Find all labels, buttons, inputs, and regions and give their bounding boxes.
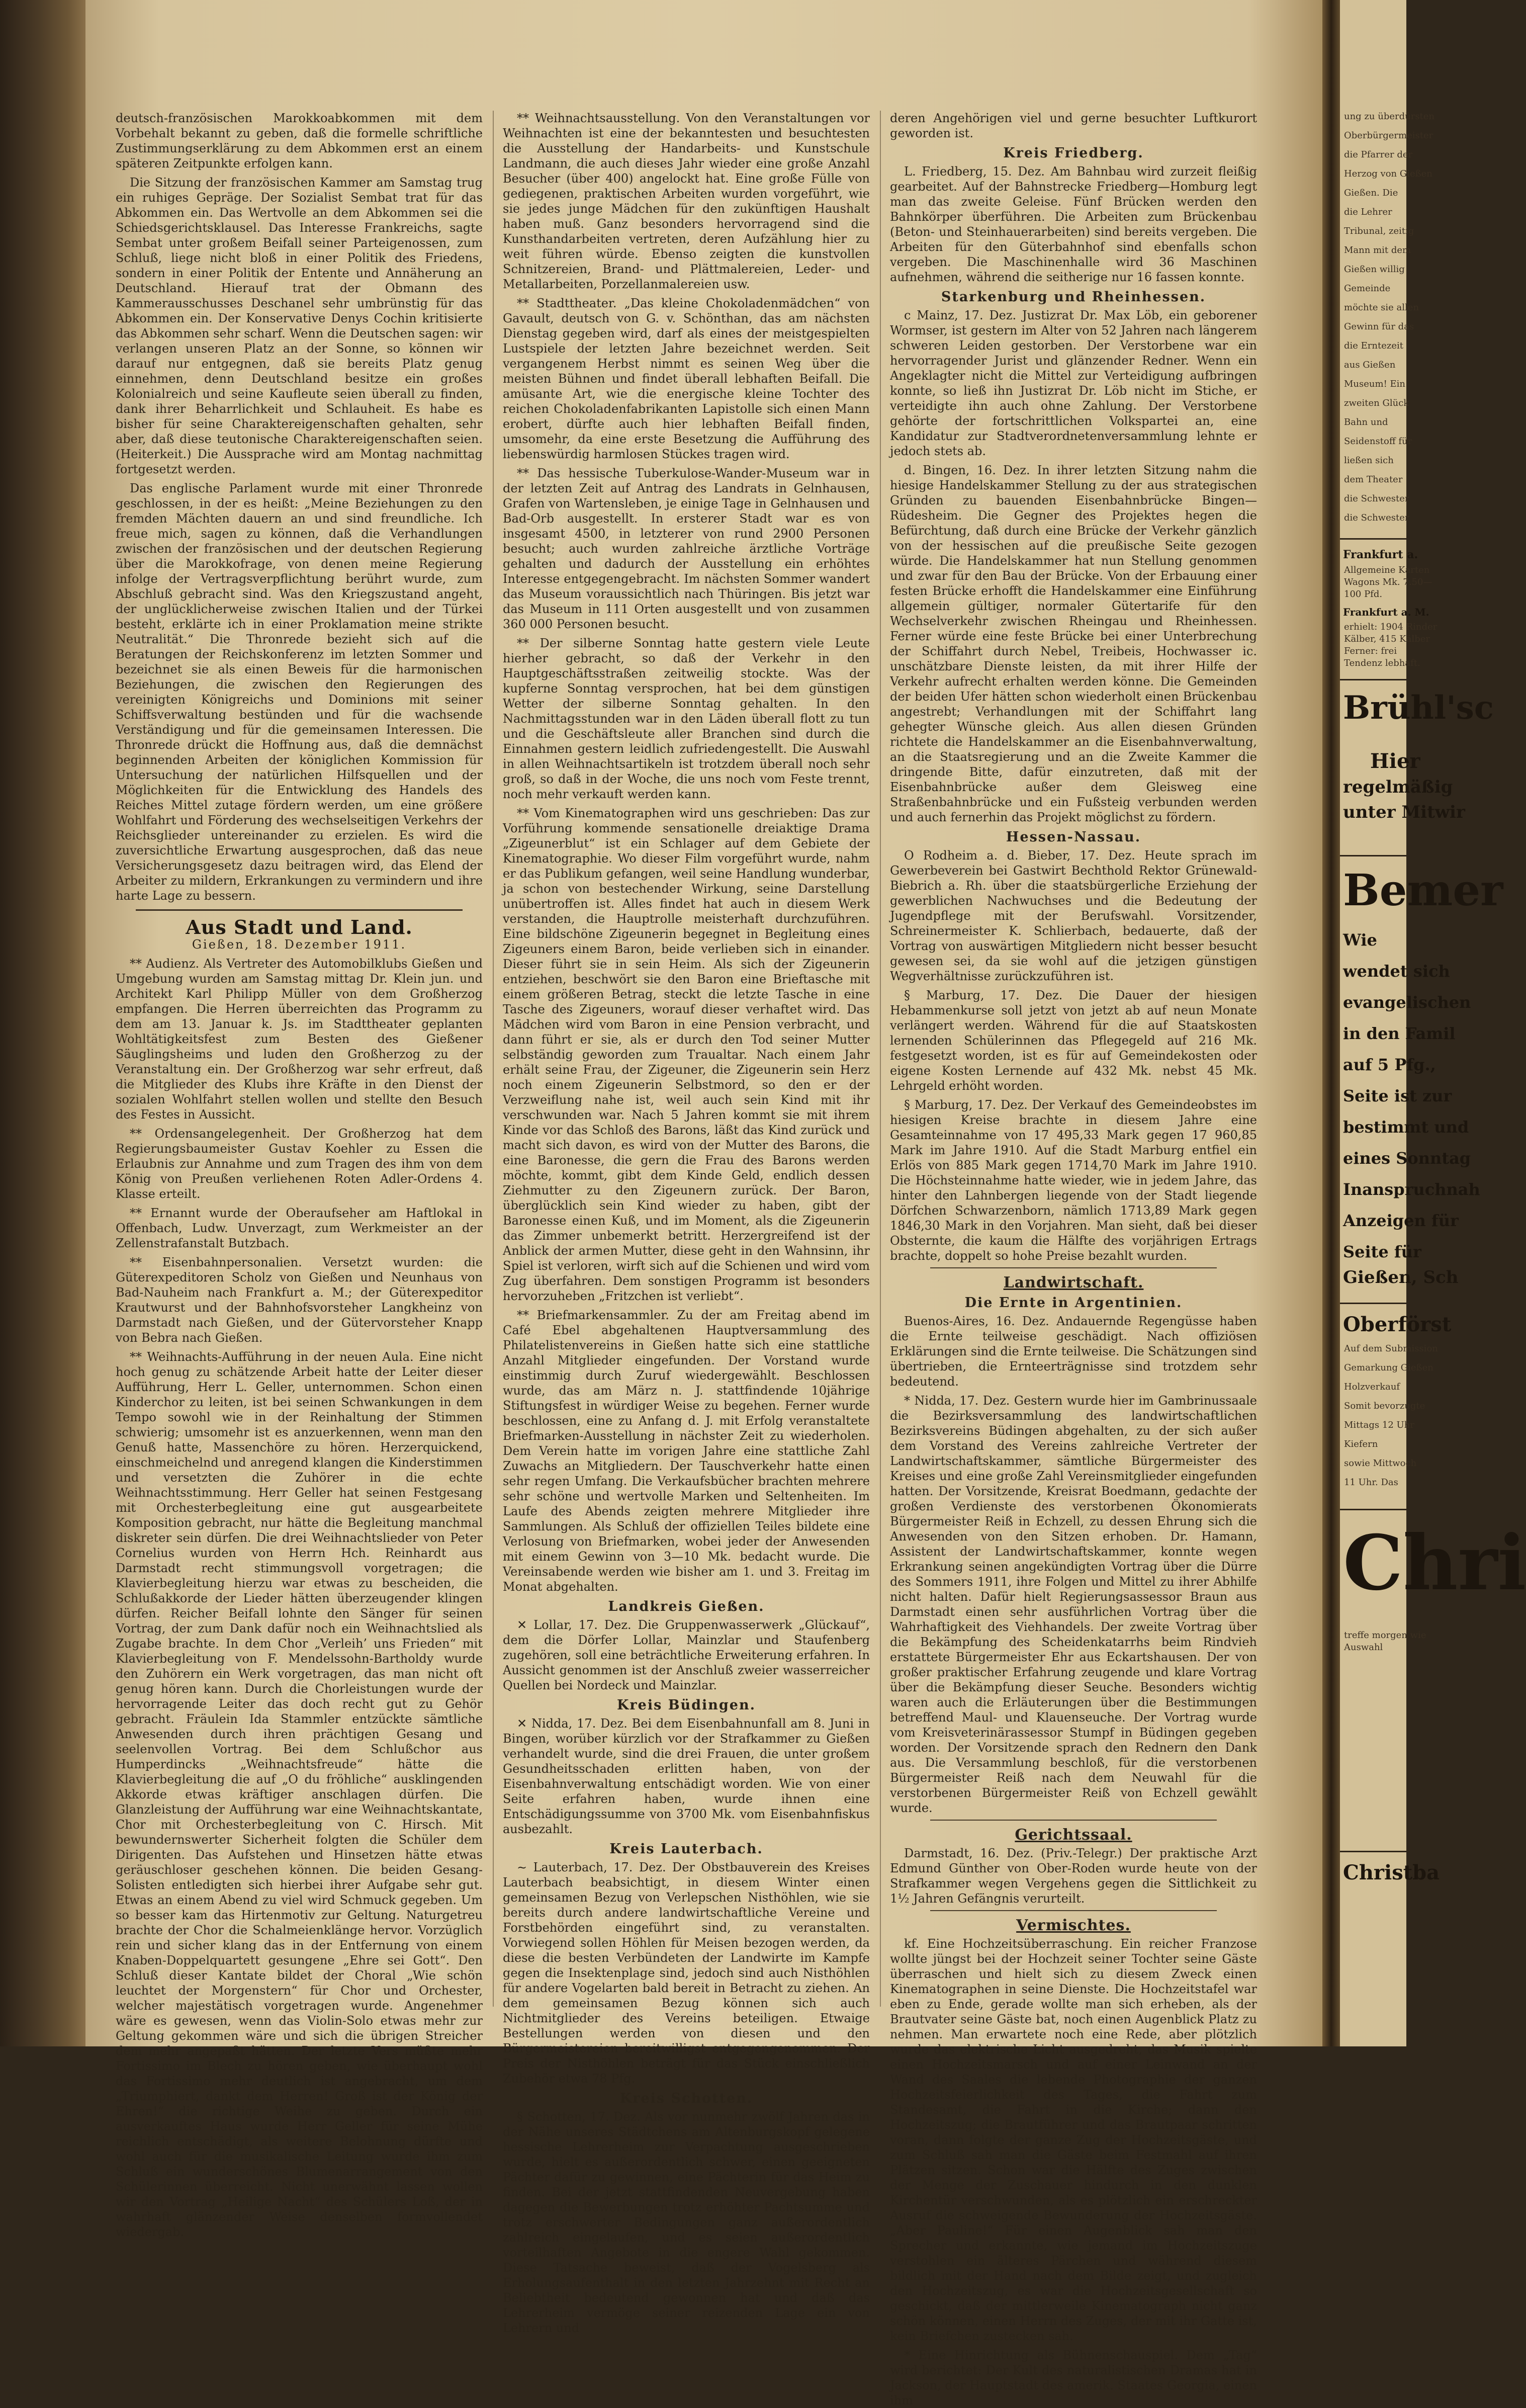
- text-line: Gemarkung Gießen: [1344, 1362, 1433, 1373]
- news-item: ∼ Lauterbach, 17. Dez. Der Obstbauverein des Kreises Lauterbach beabsichtigt, in diesem Winter einen gemeinsamen Bezug von Verlepschen Nisthöhlen, wie sie bereits durch andere landwirtschaftliche Vereine und Forstbehörden eingeführt sind, zu veranstalten. Vorwiegend sollen Höhlen für Meisen bezogen werden, da diese die besten Verbündeten der Landwirte im Kampfe gegen die Insektenplage sind, jedoch sind auch Nisthöhlen für andere Vogelarten bald bereit in Betracht zu ziehen. An dem gemeinsamen Bezug können sich auch Nichtmitglieder des Vereins beteiligen. Etwaige Bestellungen werden von diesen und den Bürgermeistereien bereitwilligst entgegengenommen. Der Preis der Nisthöhlen beträgt für das Stück einschließlich Zubehör etwa 78 Pfg.: [503, 1860, 870, 2086]
- text-line: Gemeinde: [1344, 283, 1391, 294]
- ad-heading: Frankfurt a. M.: [1343, 606, 1429, 618]
- text-line: sowie Mittwoch: [1344, 1458, 1417, 1469]
- text-line: Museum! Ein: [1344, 379, 1406, 389]
- text-line: Kälber, 415 Kälber: [1344, 634, 1430, 644]
- ad-heading: Frankfurt a.: [1343, 548, 1418, 561]
- news-item: Buenos-Aires, 16. Dez. Andauernde Regengüsse haben die Ernte teilweise geschädigt. Nach offiziösen Erklärungen sind die Ernte teilweise. Die Schätzungen sind übertrieben, die Ernteerträgnisse sind trotzdem sehr bedeutend.: [890, 1314, 1257, 1389]
- text-line: ließen sich: [1344, 455, 1394, 466]
- text-line: Mann mit dem: [1344, 245, 1411, 255]
- column-left: [116, 111, 483, 2239]
- text-line: treffe morgen wie: [1344, 1630, 1426, 1641]
- news-item: ** Audienz. Als Vertreter des Automobilklubs Gießen und Umgebung wurden am Samstag mittag Dr. Klein jun. und Architekt Karl Philipp Müller von dem Großherzog empfangen. Die Herren überreichten das Programm zu dem am 13. Januar k. Js. im Stadttheater geplanten Wohltätigkeitsfest zum Besten des Gießener Säuglingsheims und luden den Großherzog zu der Veranstaltung ein. Der Großherzog war sehr erfreut, daß die Mitglieder des Klubs ihre Kräfte in den Dienst der sozialen Wohlfahrt stellen wollen und stellte den Besuch des Festes in Aussicht.: [116, 957, 483, 1122]
- news-item: * Eine Hinrichtung als Bühnenschauspiel. Dem „Tag“ wird berichtet: Der Kult des naturalistischen Dramas hat in Jackson, der Hauptstadt des amerik. Staates Georgia, einen ihm: [890, 2348, 1257, 2407]
- text-line: bestimmt und: [1343, 1117, 1469, 1137]
- text-line: die Pfarrer der: [1344, 149, 1413, 160]
- adjacent-page-fragment: [1340, 0, 1526, 2046]
- text-line: Tendenz lebhaft.: [1344, 658, 1420, 668]
- text-line: eines Sonntag: [1343, 1149, 1471, 1168]
- text-line: Gießen willig: [1344, 264, 1405, 275]
- news-item: kf. Eine Hochzeitsüberraschung. Ein reicher Franzose wollte jüngst bei der Hochzeit seiner Tochter seine Gäste überraschen und hielt sich zu diesem Zweck einen Kinematographen in seine Dienste. Die Hochzeitstafel war eben zu Ende, gerade wollte man sich erheben, als der Brautvater seine Gäste bat, noch einen Augenblick Platz zu nehmen. Man erwartete noch eine Rede, aber plötzlich wurde das elektrische Licht ausgedreht, das Musik spielte einen Hochzeitsmarsch und auf einer Leinwand an der Wand des Saales die lebende Photographie der ganzen Hochzeitsfeierlichkeit des Tages, die Fahrt zum Standesamt, die Fahrt in die Kirche; dann den Hochzeitszug; die Brautführer und das Brautpaar schritten voran, dann folgte der ganze Zug der Hochzeitsgäste, und zum Schluß sah man die Gäste beim Festmahl auf ihren Plätzen sitzen. Schon war die Hälfte des Zuges zwischen der Menge der Zuschauer hindurch in den dunklen Kirchentür verschwunden, als es plötzlich ein erschreckter Ausruf die schweigende Bewunderung der Hochzeitsgäste. „Aber Pauline!“ Für einen Augenblick sah man den Sprecher und erkannte, wie jemand im Hochzeitszuge verstohlen ein älteres Pärchen und während diesem bildlich mit der Hand nach dem Bilde zeigt, und zugleich den Hochzeitszug, es war die Hochzeitsgesellschaft so geschickt, daß der mittlerweile Kinematograph nicht ganz schön können, einen Herrn des Zuges, der mit ihr Gatte ist, kein Briefchen zustecken sah.: [890, 1937, 1257, 2343]
- text-line: zweiten Glück: [1344, 398, 1409, 408]
- text-line: Mittags 12 Uhr: [1344, 1420, 1414, 1430]
- text-line: Kiefern: [1344, 1439, 1378, 1449]
- book-gutter: [1322, 0, 1340, 2046]
- newspaper-page: [85, 0, 1322, 2407]
- news-item: O Rodheim a. d. Bieber, 17. Dez. Heute sprach im Gewerbeverein bei Gastwirt Bechthold Rektor Grünewald-Biebrich a. Rh. über die staatsbürgerliche Erziehung der gewerblichen Nachwuchses und die Bedeutung der Jugendpflege mit der Berufswahl. Vorsitzender, Schreinermeister K. Schlierbach, bedauerte, daß der Vortrag von auswärtigen Mitgliedern nicht besser besucht gewesen sei, da sie wohl auf die jetzigen günstigen Wegverhältnisse zurückzuführen ist.: [890, 848, 1257, 983]
- news-item: ** Vom Kinematographen wird uns geschrieben: Das zur Vorführung kommende sensationelle dreiaktige Drama „Zigeunerblut“ ist ein Schlager auf dem Gebiete der Kinematographie. Wo dieser Film vorgeführt wurde, nahm er das Publikum gefangen, weil seine Handlung wunderbar, ja schon von bestechender Wirkung, seine Darstellung unübertroffen ist. Alles findet hat auch in diesem Werk verstanden, die Hauptrolle meisterhaft durchzuführen. Eine bildschöne Zigeunerin begegnet in Begleitung eines Zigeuners einem Baron, beide verlieben sich in einander. Dieser führt sie in sein Heim. Als sich der Zigeunerin entziehen, beschwört sie den Baron eine Brieftasche mit einem größeren Betrag, steckt die letzte Tasche in eine Tasche des Zigeuners, worauf dieser verhaftet wird. Das Mädchen wird vom Baron in eine Pension verbracht, und dann führt er sie, als er durch den Tod seiner Mutter selbständig geworden zum Traualtar. Nach einem Jahr erhält seine Frau, der Zigeuner, die Zigeunerin sein Herz noch einem Zigeunerin Selbstmord, so den er der Verzweiflung nahe ist, weil auch sein Kind mit ihr verschwunden war. Nach 5 Jahren kommt sie mit ihrem Kinde vor das Schloß des Barons, läßt das Kind zurück und macht sich davon, es wird von der Mutter des Barons, die eine Baronesse, die gern die Frau des Barons werden möchte, kommt, gibt dem Kinde Geld, endlich dessen Ziehmutter zu den Zigeunern zurück. Der Baron, überglücklich sein Kind wieder zu haben, gibt der Baronesse einen Kuß, und im Moment, als die Zigeunerin das Zimmer unbemerkt betritt. Herzergreifend ist der Anblick der armen Mutter, diese geht in den Wahnsinn, ihr Spiel ist verloren, wirft sich auf die Schienen und wird vom Zug überfahren. Dem sonstigen Programm ist besonders hervorzuheben „Fritzchen ist verliebt“.: [503, 806, 870, 1303]
- subsection-title-kreis-budingen: Kreis Büdingen.: [616, 1697, 756, 1713]
- ad-heading-bemerkung: Bemer: [1343, 865, 1503, 916]
- news-item: ✕ Lollar, 17. Dez. Die Gruppenwasserwerk „Glückauf“, dem die Dörfer Lollar, Mainzlar und Staufenberg zugehören, soll eine beträchtliche Erweiterung erfahren. In Aussicht genommen ist der Anschluß zweier wasserreicher Quellen bei Nordeck und Mainzlar.: [503, 1618, 870, 1692]
- news-item: ** Weihnachts-Aufführung in der neuen Aula. Eine nicht hoch genug zu schätzende Arbeit hatte der Leiter dieser Aufführung, Herr L. Geller, unternommen. Schon einen Kinderchor zu leiten, ist bei seinen Schwankungen in dem Tempo sowohl wie in der Reinhaltung der Stimmen schwierig; umsomehr ist es anzuerkennen, wenn man den Genuß hatte, Massenchöre zu hören. Herzerquickend, einschmeichelnd und anregend klangen die Kinderstimmen und versetzten die Zuhörer in die echte Weihnachtsstimmung. Herr Geller hat seinen Festgesang mit Orchesterbegleitung eine gut ausgearbeitete Komposition gebracht, nur hätte die Begleitung manchmal diskreter sein dürfen. Die drei Weihnachtslieder von Peter Cornelius wurden von Herrn Hch. Reinhardt aus Darmstadt recht stimmungsvoll vorgetragen; die Klavierbegleitung hierzu war etwas zu bescheiden, die Schlußakkorde der Lieder hätten überzeugender klingen dürfen. Reicher Beifall lohnte den Sänger für seinen Vortrag, der zum Dank dafür noch ein Weihnachtslied als Zugabe brachte. In dem Chor „Verleih’ uns Frieden“ mit Klavierbegleitung von F. Mendelssohn-Bartholdy wurde den Zuhörern ein Werk vorgetragen, das man nicht oft genug hören kann. Durch die Chorleistungen wurde der hervorragende Leiter das doch recht gut zu Gehör gebracht. Fräulein Ida Stammler entzückte sämtliche Anwesenden durch ihren prächtigen Gesang und seelenvollen Vortrag. Bei dem Schlußchor aus Humperdincks „Weihnachtsfreude“ hätte die Klavierbegleitung die auf „O du fröhliche“ ausklingenden Akkorde etwas kräftiger anschlagen dürfen. Die Glanzleistung der Aufführung war eine Weihnachtskantate, Chor mit Orchesterbegleitung von C. Hirsch. Mit bewundernswerter Sicherheit folgten die Schüler dem Dirigenten. Das Aufstehen und Hinsetzen hätte etwas geräuschloser geschehen können. Die beiden Gesang-Solisten entledigten sich hierbei ihrer Aufgabe sehr gut. Etwas an einem Abend zu viel wird Schmuck gegeben. Um so besser kam das Hirtenmotiv zur Geltung. Naturgetreu brachte der Chor die Schalmeienklänge hervor. Vorzüglich rein und sicher klang das in der Entfernung von einem Knaben-Doppelquartett gesungene „Ehre sei Gott“. Den Schluß dieser Kantate bildet der Choral „Wie schön leuchtet der Morgenstern“ für Chor und Orchester, welcher majestätisch vorgetragen wurde. Angenehmer wäre es gewesen, wenn das Violin-Solo etwas mehr zur Geltung gekommen wäre und sich die übrigen Streicher dem mehr angepaßt hätten. Der letzte Vers müßte mehr Fortissimo im Blech zu hören geben, wie überhaupt wohl das Fortissimo mehr deutlich ist angebracht, um dem „Triumphiert, dankt dem Herren! Groß ist der König der Ehren!“ die richtige Weihe zu geben. Durch ein ausverkauftes Haus wurde Herr Geller für seine Mühe reichlich entschädigt, als weitere Belohnung dürfte und wohl auch für die musikalische Leitung wurde ihm zum Schluß ein wunderschönes Blumenarrangement von den Schülerinnen überreicht. Nicht unerwähnt lassen wollen wir den Vortrag „Heilige Nacht“ des Schülers Loß, der in wahrhaft glänzender Weise denselben formvollendet wiedergab.: [116, 1350, 483, 2239]
- text-line: Tribunal, zeitig: [1344, 226, 1414, 236]
- divider: [1340, 1509, 1406, 1510]
- text-line: Inanspruchnah: [1343, 1180, 1480, 1199]
- article-paragraph: deren Angehörigen viel und gerne besuchter Luftkurort geworden ist.: [890, 111, 1257, 140]
- article-paragraph: Die Sitzung der französischen Kammer am Samstag trug ein ruhiges Gepräge. Der Sozialist Sembat trat für das Abkommen ein. Das Wertvolle an dem Abkommen sei die Schiedsgerichtsklausel. Das Interesse Frankreichs, sagte Sembat unter großem Beifall seiner Parteigenossen, zum Schluß, liege nicht bloß in einer Politik des Friedens, sondern in einer Politik der Entente und Annäherung an Deutschland. Hierauf trat der Obmann des Kammerausschusses Deschanel sehr umbrünstig für das Abkommen ein. Der Konservative Denys Cochin kritisierte das Abkommen sehr scharf. Wenn die Deutschen sagen: wir verlangen unseren Platz an der Sonne, so können wir darauf nur entgegnen, daß sie bereits Platz genug einnehmen, denn Deutschland besitze ein großes Kolonialreich und seine Kaufleute seien überall zu finden, dank ihrer Beharrlichkeit und Schlauheit. Es habe es bisher für seine Charaktereigenschaften gehalten, sehr aber, daß diese teutonische Charaktereigenschaften seien. (Heiterkeit.) Die Aussprache wird am Montag nachmittag fortgesetzt werden.: [116, 176, 483, 476]
- article-paragraph: Das englische Parlament wurde mit einer Thronrede geschlossen, in der es heißt: „Meine Beziehungen zu den fremden Mächten dauern an und sind freundliche. Ich freue mich, sagen zu können, daß die Verhandlungen zwischen der französischen und der deutschen Regierung über die Marokkofrage, von denen meine Regierung infolge der Vertragsverpflichtung berührt wurde, zum Abschluß gebracht sind. Was den Kriegszustand angeht, der unglücklicherweise zwischen Italien und der Türkei besteht, erklärte ich in einer Proklamation meine strikte Neutralität.“ Die Thronrede bezieht sich auf die Beratungen der Reichskonferenz im letzten Sommer und bezeichnet sie als einen Beweis für die harmonischen Beziehungen, die zwischen den Regierungen des vereinigten Königreichs und Dominions mit seiner Schiffsverwaltung bestünden und für die wachsende Verständigung und für die gemeinsamen Interessen. Die Thronrede drückt die Hoffnung aus, daß die demnächst beginnenden Arbeiten der königlichen Kommission für Untersuchung der natürlichen Hilfsquellen und der Möglichkeiten für die Entwicklung des Handels des Reiches Mittel zutage fördern werden, um eine größere Wohlfahrt und Förderung des wechselseitigen Verkehrs der Reichsglieder untereinander zu erzielen. Es wird die zuversichtliche Erwartung ausgesprochen, daß das neue Versicherungsgesetz dazu beitragen wird, das Elend der Arbeiter zu mildern, Erkrankungen zu vermindern und ihre harte Lage zu bessern.: [116, 481, 483, 903]
- text-line: Herzog von Gießen: [1344, 168, 1432, 179]
- text-line: die Lehrer: [1344, 207, 1392, 217]
- text-line: Auswahl: [1344, 1642, 1383, 1653]
- news-item: ✕ Nidda, 17. Dez. Bei dem Eisenbahnunfall am 8. Juni in Bingen, worüber kürzlich vor der Strafkammer zu Gießen verhandelt wurde, sind die drei Frauen, die unter großem Gesundheitsschaden erlitten haben, von der Eisenbahnverwaltung entschädigt worden. Wie von einer Seite erfahren haben, wurde ihnen eine Entschädigungssumme von 3700 Mk. vom Eisenbahnfiskus ausbezahlt.: [503, 1716, 870, 1836]
- ad-heading-chri: Chri: [1343, 1519, 1526, 1607]
- section-title-landwirtschaft: Landwirtschaft.: [1003, 1274, 1144, 1292]
- text-line: erhielt: 1904 Rinder: [1344, 622, 1438, 632]
- column-middle: [503, 111, 870, 2335]
- ad-text: unter Mitwir: [1343, 802, 1465, 822]
- section-title-stadt-und-land: Aus Stadt und Land.: [186, 916, 413, 938]
- text-line: 11 Uhr. Das: [1344, 1477, 1398, 1488]
- text-line: auf 5 Pfg.,: [1343, 1055, 1436, 1074]
- text-line: ung zu überdürsten: [1344, 111, 1435, 122]
- section-rule: [930, 1820, 1217, 1821]
- news-item: ** Briefmarkensammler. Zu der am Freitag abend im Café Ebel abgehaltenen Hauptversammlung des Philatelistenvereins in Gießen hatte sich eine stattliche Anzahl Mitglieder eingefunden. Der Vorstand wurde einstimmig durch Zuruf wiedergewählt. Beschlossen wurde, das am März n. J. stattfindende 10jährige Stiftungsfest in würdiger Weise zu begehen. Ferner wurde beschlossen, eine zu Anfang d. J. mit Erfolg veranstaltete Briefmarken-Ausstellung in nächster Zeit zu wiederholen. Dem Verein hatte im vorigen Jahre eine stattliche Zahl Zuwachs an Mitgliedern. Der Tauschverkehr hatte einen sehr regen Umfang. Die Verkaufsbücher brachten mehrere sehr schöne und wertvolle Marken und Seltenheiten. Im Laufe des Abends zeigten mehrere Mitglieder ihre Sammlungen. Als Schluß der offiziellen Teiles bildete eine Verlosung von Briefmarken, wobei jeder der Anwesenden mit einem Gewinn von 3—10 Mk. bedacht wurde. Die Vereinsabende werden wie bisher am 1. und 3. Freitag im Monat abgehalten.: [503, 1308, 870, 1594]
- divider: [1340, 855, 1406, 856]
- news-item: § Schotten, 17. Dez. Als vor nunmehr zwölf Jahren das in der Nähe unseres Städtchens am Altenburgskopf gelegene hessische Lehrerheim zur Verpachtung ausgeschrieben wurde, hielt es außerordentlich schwer, einen geeigneten Pächter dafür zu gewinnen, eine Pächterin für das Heim zu finden. Bei der jetzt stattfindenden Neuvergebung haben dagegen die Bewerbungen trotz erhöhter Pachtsumme und trotz erschwerter Bedingungen ganz außerordentlich zahlreich eingelaufen, und es seien außerordentlich vorteilhaften Angebote in die engere Wahl gekommen. Diese Tatsache beweist, daß der Vogelsberg als Erholungsaufenthalt in den letzten Jahrzehnt mit Recht an Beliebtheit bedeutend gewonnen hat und daß das Lehrerheim vermöge seiner reizenden Lage ein von Lehrern und: [503, 2110, 870, 2335]
- ad-text: Hier: [1370, 749, 1420, 773]
- text-line: Auf dem Submission: [1344, 1343, 1438, 1354]
- text-line: Bahn und: [1344, 417, 1388, 427]
- text-line: in den Famil: [1343, 1024, 1456, 1043]
- section-rule: [136, 909, 463, 911]
- text-line: Anzeigen für: [1343, 1211, 1459, 1230]
- text-line: Seite für: [1343, 1242, 1421, 1261]
- news-item: ** Ernannt wurde der Oberaufseher am Haftlokal in Offenbach, Ludw. Unverzagt, zum Werkmeister an der Zellenstrafanstalt Butzbach.: [116, 1206, 483, 1250]
- text-line: aus Gießen: [1344, 360, 1396, 370]
- article-paragraph: deutsch-französischen Marokkoabkommen mit dem Vorbehalt bekannt zu geben, daß die formelle schriftliche Zustimmungserklärung zu dem Abkommen erst an einem späteren Zeitpunkte erfolgen kann.: [116, 111, 483, 170]
- text-line: Gewinn für das: [1344, 321, 1414, 332]
- text-line: Wagons Mk. 7.50—: [1344, 577, 1432, 587]
- text-line: die Schwester: [1344, 512, 1409, 523]
- text-line: Seite ist zur: [1343, 1086, 1452, 1105]
- section-title-gerichtssaal: Gerichtssaal.: [1015, 1826, 1132, 1844]
- news-item: c Mainz, 17. Dez. Justizrat Dr. Max Löb, ein geborener Wormser, ist gestern im Alter von 52 Jahren nach längerem schweren Leiden gestorben. Der Verstorbene war ein hervorragender Jurist und glänzender Redner. Wenn ein Angeklagter nicht die Mittel zur Verteidigung aufbringen konnte, so ließ ihn Justizrat Dr. Löb nicht im Stiche, er verteidigte ihn auch ohne Zahlung. Der Verstorbene gehörte der fortschrittlichen Volkspartei an, eine Kandidatur zur Stadtverordnetenversammlung lehnte er jedoch stets ab.: [890, 308, 1257, 458]
- column-divider: [880, 111, 881, 2007]
- text-line: die Erntezeit: [1344, 340, 1404, 351]
- news-item: ** Stadttheater. „Das kleine Chokoladenmädchen“ von Gavault, deutsch von G. v. Schönthan, das am nächsten Dienstag gegeben wird, darf als eines der meistgespielten Lustspiele der letzten Jahre bezeichnet werden. Seit vergangenem Herbst nimmt es seinen Weg über die meisten Bühnen und findet überall lebhaften Beifall. Die amüsante Art, wie die energische kleine Tochter des reichen Chokoladenfabrikanten Lapistolle sich einen Mann erobert, dürfte auch hier lebhaften Beifall finden, umsomehr, da eine erste Besetzung die Aufführung des liebenswürdig harmlosen Stückes tragen wird.: [503, 296, 870, 461]
- text-line: Wie: [1343, 930, 1377, 950]
- text-line: Allgemeine Karten: [1344, 565, 1430, 575]
- subsection-title-landkreis-giessen: Landkreis Gießen.: [608, 1599, 765, 1614]
- news-item: § Marburg, 17. Dez. Die Dauer der hiesigen Hebammenkurse soll jetzt von jetzt ab auf neun Monate verlängert werden. Während für die auf Staatskosten lernenden Schülerinnen das Pflegegeld auf 216 Mk. festgesetzt worden, ist es für auf Gemeindekosten oder eigene Kosten Lernende auf 432 Mk. nebst 45 Mk. Lehrgeld erhöht worden.: [890, 988, 1257, 1093]
- news-item: ** Eisenbahnpersonalien. Versetzt wurden: die Güterexpeditoren Scholz von Gießen und Neunhaus von Bad-Nauheim nach Frankfurt a. M.; der Güterexpeditor Krautwurst und der Bahnhofsvorsteher Langkheinz von Darmstadt nach Gießen, und der Gütervorsteher Knapp von Bebra nach Gießen.: [116, 1255, 483, 1345]
- news-item: ** Der silberne Sonntag hatte gestern viele Leute hierher gebracht, so daß der Verkehr in den Hauptgeschäftsstraßen zeitweilig stockte. Was der kupferne Sonntag versprochen, hat bei dem günstigen Wetter der silberne Sonntag gehalten. In den Nachmittagsstunden war in den Läden überall flott zu tun und die Geschäftsleute aller Branchen sind durch die Einnahmen gestern leidlich zufriedengestellt. Die Auswahl in allen Weihnachtsartikeln ist trotzdem überall noch sehr groß, so daß in der Woche, die uns noch vom Feste trennt, noch mehr verkauft werden kann.: [503, 636, 870, 801]
- news-item: ** Weihnachtsausstellung. Von den Veranstaltungen vor Weihnachten ist eine der bekanntesten und besuchtesten die Ausstellung der Handarbeits- und Kunstschule Landmann, die auch dieses Jahr wieder eine große Anzahl Besucher (über 400) angelockt hat. Eine große Fülle von gediegenen, praktischen Arbeiten wurden vorgeführt, wie sie jedes junge Mädchen für den zukünftigen Haushalt haben muß. Ganz besonders hervorragend sind die Kunsthandarbeiten vertreten, deren Aufzählung hier zu weit führen würde. Ebenso zeigten die kunstvollen Schnitzereien, Brand- und Plättmalereien, Leder- und Metallarbeiten, Porzellanmalereien usw.: [503, 111, 870, 291]
- ad-heading-christbaum: Christba: [1343, 1861, 1440, 1884]
- ad-text: Gießen, Sch: [1343, 1267, 1459, 1287]
- ad-text: regelmäßig: [1343, 777, 1453, 797]
- ad-heading-bruehl: Brühl'sc: [1343, 689, 1494, 727]
- divider: [1340, 538, 1406, 540]
- section-title-vermischtes: Vermischtes.: [1016, 1917, 1131, 1934]
- dateline: Gießen, 18. Dezember 1911.: [192, 937, 407, 952]
- news-item: * Nidda, 17. Dez. Gestern wurde hier im Gambrinussaale die Bezirksversammlung des landwirtschaftlichen Bezirksvereins Büdingen abgehalten, zu der sich außer dem Vorstand des Vereins zahlreiche Vertreter der Landwirtschaftskammer, sämtliche Bürgermeister des Kreises und eine große Zahl Vereinsmitglieder eingefunden hatten. Der Vorsitzende, Kreisrat Boedmann, gedachte der großen Verdienste des verstorbenen Ökonomierats Bürgermeister Reiß in Echzell, zu dessen Ehrung sich die Anwesenden von den Sitzen erhoben. Dr. Hamann, Assistent der Landwirtschaftskammer, konnte wegen Erkrankung seinen angekündigten Vortrag über die Dürre des Sommers 1911, ihre Folgen und Mittel zu ihrer Abhilfe nicht halten. Dafür hielt Regierungsassessor Braun aus Darmstadt einen sehr ausführlichen Vortrag über die Wahrhaftigkeit des Viehhandels. Der zweite Vortrag über die Bekämpfung des Scheidenkatarrhs beim Rindvieh erstattete Bürgermeister Ehr aus Eckartshausen. Der von großer praktischer Erfahrung zeugende und klare Vortrag über die Bekämpfung dieser Seuche. Besonders wichtig waren auch die Erläuterungen über die Bestimmungen betreffend Maul- und Klauenseuche. Der Vortrag wurde vom Kreisveterinärassessor Stumpf in Büdingen gegeben worden. Der Vorsitzende sprach den Rednern den Dank aus. Die Versammlung beschloß, für die verstorbenen Bürgermeister Reiß nach dem Neuwahl für die verstorbenen Bürgermeister Reiß von Echzell gewählt wurde.: [890, 1394, 1257, 1815]
- divider: [1340, 1303, 1406, 1304]
- text-line: Oberbürgermeister: [1344, 130, 1433, 141]
- text-line: Ferner: frei: [1344, 646, 1397, 656]
- news-item: § Marburg, 17. Dez. Der Verkauf des Gemeindeobstes im hiesigen Kreise brachte in diesem Jahre eine Gesamteinnahme von 17 495,33 Mark gegen 17 960,85 Mark im Jahre 1910. Auf die Stadt Marburg entfiel ein Erlös von 885 Mark gegen 1714,70 Mark im Jahre 1910. Die Höchsteinnahme hatte wieder, wie in jedem Jahre, das hinter den Lahnbergen liegende von der Stadt liegende Dörfchen Schwarzenborn, nämlich 1713,89 Mark gegen 1846,30 Mark in den Vorjahren. Man sieht, daß bei dieser Obsternte, die kaum die Hälfte des vorjährigen Ertrags brachte, doppelt so hohe Preise bezahlt wurden.: [890, 1098, 1257, 1263]
- subsection-title-starkenburg: Starkenburg und Rheinhessen.: [941, 289, 1206, 305]
- ad-heading-oberforst: Oberförst: [1343, 1313, 1452, 1336]
- news-item: L. Friedberg, 15. Dez. Am Bahnbau wird zurzeit fleißig gearbeitet. Auf der Bahnstrecke Friedberg—Homburg legt man das zweite Geleise. Fünf Brücken werden den Bahnkörper überführen. Die Arbeiten zum Brückenbau (Beton- und Steinhauerarbeiten) sind bereits vergeben. Die Arbeiten für den Güterbahnhof sind ebenfalls schon vergeben. Die Maschinenhalle wird 36 Maschinen aufnehmen, während die seitherige nur 16 fassen konnte.: [890, 164, 1257, 284]
- text-line: Holzverkauf: [1344, 1382, 1400, 1392]
- text-line: möchte sie allen: [1344, 302, 1419, 313]
- subsection-title-kreis-schotten: Kreis Schotten.: [619, 2091, 753, 2106]
- news-item: Darmstadt, 16. Dez. (Priv.-Telegr.) Der praktische Arzt Edmund Günther von Ober-Roden wurde heute von der Strafkammer wegen Vergehens gegen die Sittlichkeit zu 1½ Jahren Gefängnis verurteilt.: [890, 1846, 1257, 1906]
- subsection-title-argentinien: Die Ernte in Argentinien.: [964, 1295, 1183, 1311]
- text-line: die Schwester: [1344, 493, 1409, 504]
- news-item: ** Ordensangelegenheit. Der Großherzog hat dem Regierungsbaumeister Gustav Koehler zu Essen die Erlaubnis zur Annahme und zum Tragen des ihm von dem König von Preußen verliehenen Roten Adler-Ordens 4. Klasse erteilt.: [116, 1127, 483, 1201]
- text-line: Gießen. Die: [1344, 188, 1398, 198]
- text-line: Somit bevorzugte: [1344, 1401, 1425, 1411]
- book-binding-edge: [0, 0, 85, 2046]
- subsection-title-kreis-lauterbach: Kreis Lauterbach.: [609, 1841, 763, 1857]
- column-right: [890, 111, 1257, 2407]
- section-rule: [930, 1910, 1217, 1911]
- news-item: ** Das hessische Tuberkulose-Wander-Museum war in der letzten Zeit auf Antrag des Landrats in Gelnhausen, Grafen von Wartensleben, je einige Tage in Gelnhausen und Bad-Orb ausgestellt. In ersterer Stadt war es von insgesamt 4500, in letzterer von rund 2900 Personen besucht; auch wurden zahlreiche ärztliche Vorträge gehalten und dadurch der Ausstellung ein erhöhtes Interesse entgegengebracht. Im nächsten Sommer wandert das Museum voraussichtlich nach Thüringen. Bis jetzt war das Museum in 111 Orten ausgestellt und von zusammen 360 000 Personen besucht.: [503, 466, 870, 631]
- news-item: d. Bingen, 16. Dez. In ihrer letzten Sitzung nahm die hiesige Handelskammer Stellung zu der aus strategischen Gründen zu bauenden Eisenbahnbrücke Bingen—Rüdesheim. Die Gegner des Projektes hegen die Befürchtung, daß durch eine Brücke der Verkehr gänzlich von der hessischen auf die preußische Seite gezogen würde. Die Handelskammer hat nun Stellung genommen und zwar für den Bau der Brücke. Von der Erbauung einer festen Brücke erhofft die Handelskammer eine Einführung allgemein gültiger, normaler Gütertarife für den Wechselverkehr zwischen Rheingau und Rheinhessen. Ferner würde eine feste Brücke bei einer Unterbrechung der Schiffahrt durch Nebel, Treibeis, Hochwasser ic. unschätzbare Dienste leisten, da mit ihrer Hilfe der Verkehr aufrecht erhalten werden könne. Die Gemeinden der beiden Ufer hätten schon wiederholt einen Brückenbau angestrebt; Verhandlungen mit der Schiffahrt lang gehegter Wünsche gleich. Aus allen diesen Gründen richtete die Handelskammer an die Eisenbahnverwaltung, an die Staatsregierung und an die Zweite Kammer die dringende Bitte, dafür einzutreten, daß mit der Eisenbahnbrücke außer dem Gleisweg eine Straßenbahnbrücke und ein Fußsteig verbunden werden und auch fernerhin das Projekt möglichst zu fördern.: [890, 463, 1257, 824]
- text-line: evangelischen: [1343, 993, 1471, 1012]
- text-line: Seidenstoff für: [1344, 436, 1412, 447]
- subsection-title-kreis-friedberg: Kreis Friedberg.: [1003, 145, 1144, 161]
- section-rule: [930, 1267, 1217, 1268]
- text-line: dem Theater: [1344, 474, 1403, 485]
- text-line: wendet sich: [1343, 962, 1450, 981]
- subsection-title-hessen-nassau: Hessen-Nassau.: [1006, 829, 1141, 845]
- column-divider: [493, 111, 494, 2007]
- divider: [1340, 679, 1406, 680]
- text-line: 100 Pfd.: [1344, 589, 1383, 599]
- divider: [1340, 1851, 1406, 1852]
